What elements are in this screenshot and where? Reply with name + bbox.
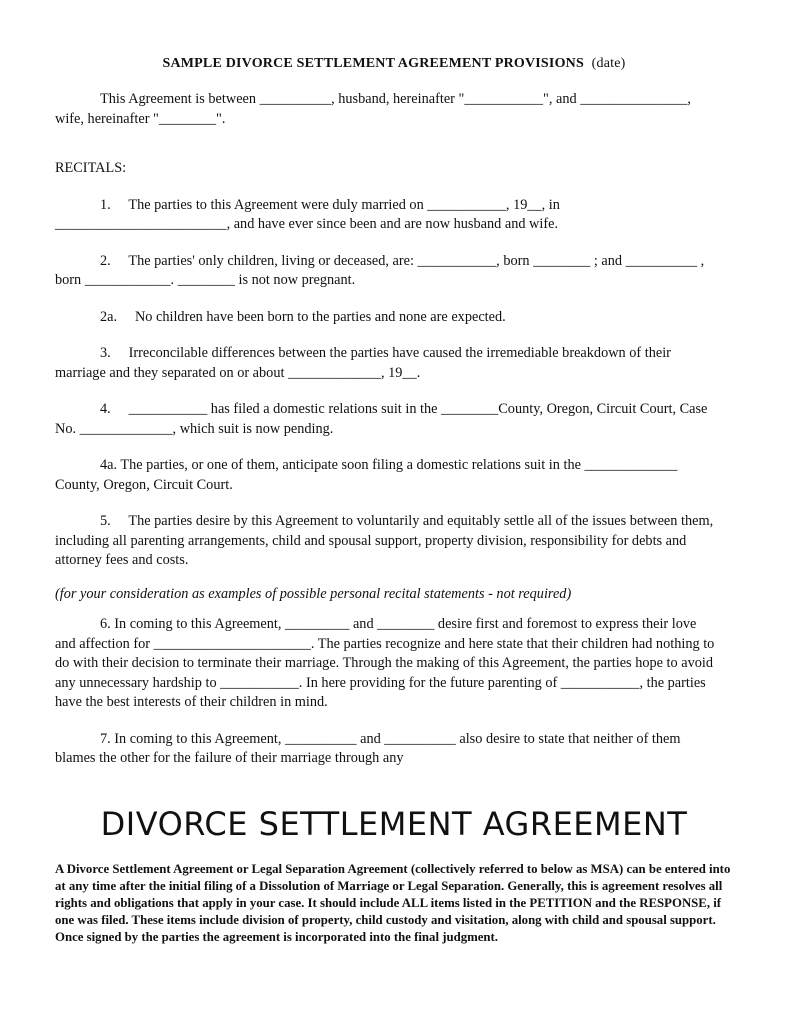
date-label: (date) bbox=[591, 56, 626, 71]
recital-paragraph-4: 4. ___________ has filed a domestic relations suit in the ________County, Oregon, Circuit Court, Case No. _____________, which suit is now pending. bbox=[55, 401, 708, 437]
recital-paragraph-2a: 2a. No children have been born to the parties and none are expected. bbox=[100, 308, 506, 325]
intro-paragraph: This Agreement is between __________, husband, hereinafter "___________", and _______________, wife, hereinafter "________". bbox=[55, 91, 691, 127]
document-title: SAMPLE DIVORCE SETTLEMENT AGREEMENT PROVISIONS bbox=[162, 56, 584, 71]
document-body bbox=[55, 90, 715, 769]
recital-paragraph-4a: 4a. The parties, or one of them, anticipate soon filing a domestic relations suit in the _____________ County, Oregon, Circuit Court. bbox=[55, 457, 678, 493]
recital-note: (for your consideration as examples of possible personal recital statements - not required) bbox=[55, 585, 572, 602]
agreement-summary: A Divorce Settlement Agreement or Legal Separation Agreement (collectively referred to below as MSA) can be entered into at any time after the initial filing of a Dissolution of Marriage or Legal Separation. Generally, this is agreement resolves all rights and obligations that apply in your case. It should include ALL items listed in the PETITION and the RESPONSE, if one was filed. These items include division of property, child custody and visitation, along with child and spousal support. Once signed by the parties the agreement is incorporated into the final judgment. bbox=[55, 862, 731, 944]
recital-paragraph-1: 1. The parties to this Agreement were duly married on ___________, 19__, in ________________________, and have ever since been and are now husband and wife. bbox=[55, 196, 560, 232]
recital-paragraph-3: 3. Irreconcilable differences between the parties have caused the irremediable breakdown of their marriage and they separated on or about _____________, 19__. bbox=[55, 345, 671, 381]
recitals-label: RECITALS: bbox=[55, 160, 127, 176]
recital-paragraph-2: 2. The parties' only children, living or deceased, are: ___________, born ________ ; and __________ , born ____________. ________ is not now pregnant. bbox=[55, 252, 705, 288]
personal-paragraph-7: 7. In coming to this Agreement, __________ and __________ also desire to state that neither of them blames the other for the failure of their marriage through any bbox=[55, 730, 681, 766]
document-heading bbox=[0, 56, 788, 72]
personal-paragraph-6: 6. In coming to this Agreement, _________ and ________ desire first and foremost to express their love and affection for ______________________. The parties recognize and here state that their children had nothing to do with their decision to terminate their marriage. Through the making of this Agreement, the parties hope to avoid any unnecessary hardship to ___________. In here providing for the future parenting of ___________, the parties have the best interests of their children in mind. bbox=[55, 616, 715, 710]
agreement-title: DIVORCE SETTLEMENT AGREEMENT bbox=[100, 805, 688, 843]
recital-paragraph-5: 5. The parties desire by this Agreement to voluntarily and equitably settle all of the issues between them, including all parenting arrangements, child and spousal support, property division, responsibility for debts and attorney fees and costs. bbox=[55, 513, 714, 568]
